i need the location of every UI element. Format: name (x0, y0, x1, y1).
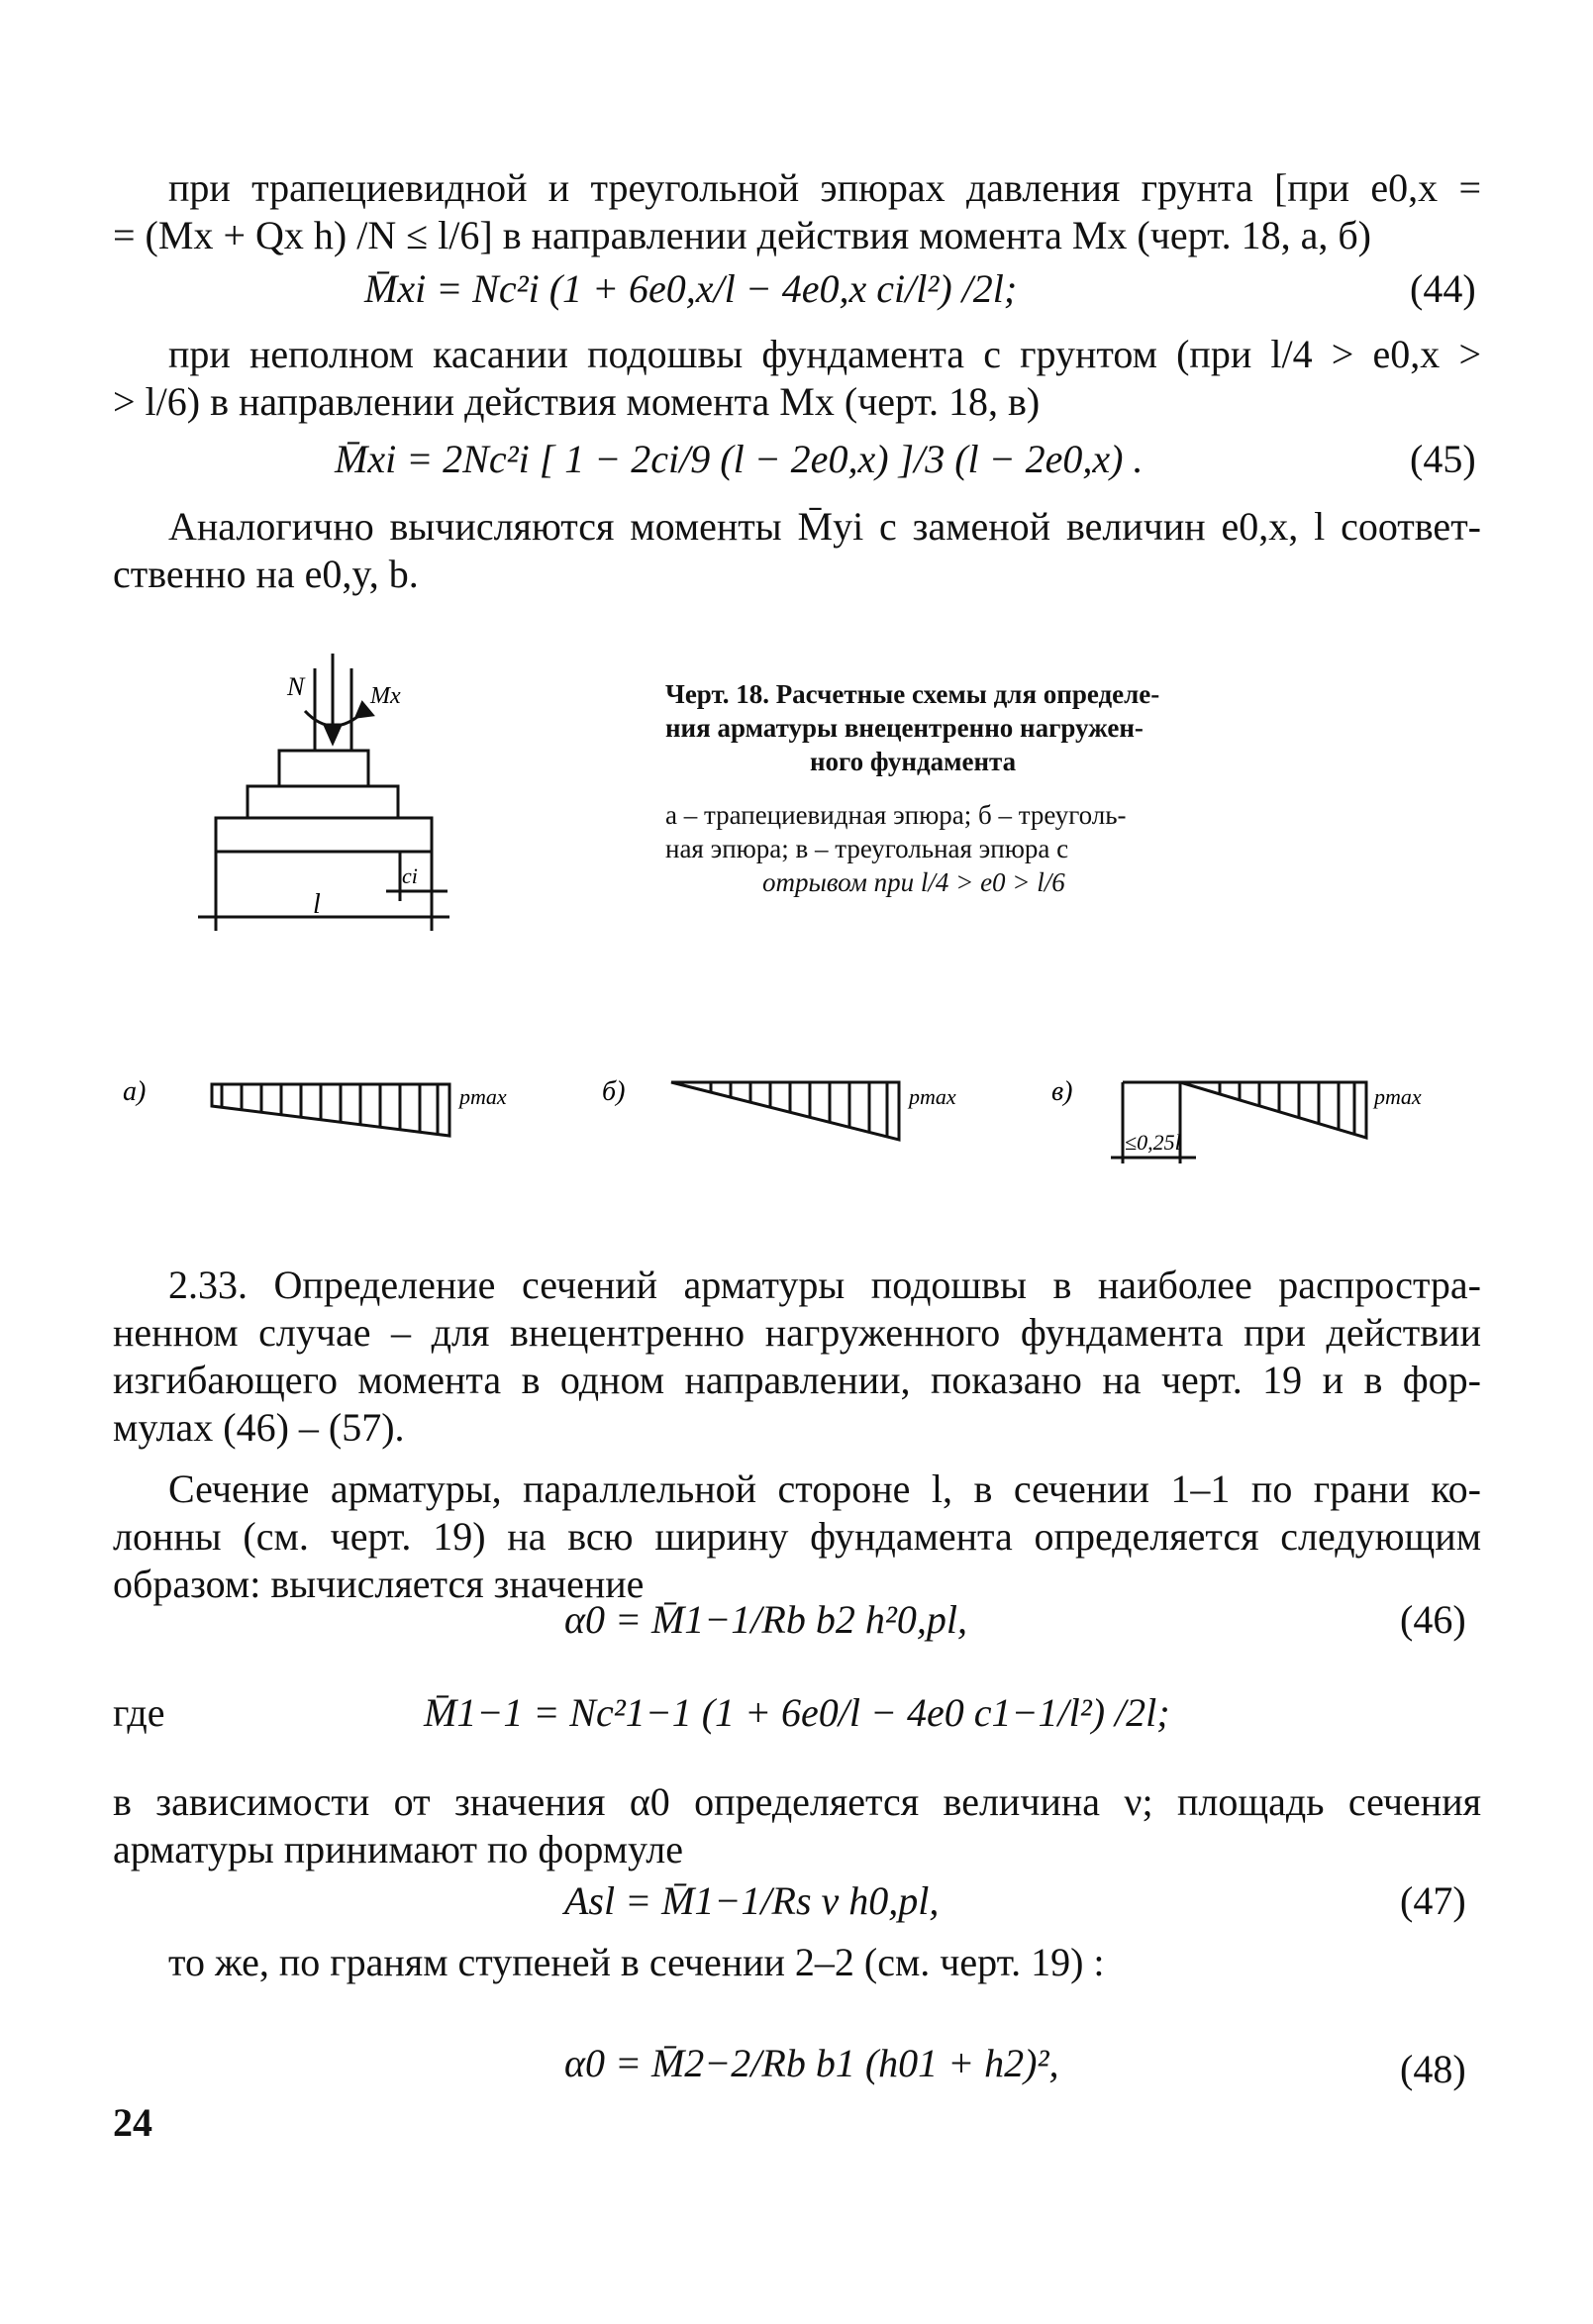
formula-46b: M̄1−1 = Nc²1−1 (1 + 6e0/l − 4e0 c1−1/l²) /2l; (424, 1690, 1170, 1735)
pressure-diagram-v (1051, 1064, 1487, 1183)
pressure-diagram-b (602, 1064, 1018, 1163)
text-line: то же, по граням ступеней в сечении 2–2 (см. черт. 19) : (168, 1940, 1105, 1984)
formula-44: M̄xi = Nc²i (1 + 6e0,x/l − 4e0,x ci/l²) /2l; (364, 266, 1018, 311)
text-line: > l/6) в направлении действия момента Mx (черт. 18, в) (113, 379, 1041, 424)
text-line: лонны (см. черт. 19) на всю ширину фундамента определяется следующим (113, 1514, 1481, 1559)
text-line: Сечение арматуры, параллельной стороне l, в сечении 1–1 по грани ко- (168, 1466, 1481, 1511)
formula-47: Asl = M̄1−1/Rs ν h0,pl, (564, 1878, 940, 1923)
text-line: арматуры принимают по формуле (113, 1827, 683, 1871)
diagram-label-v: в) (1051, 1076, 1073, 1107)
label-Mx: Mx (370, 683, 401, 709)
pmax-label: pmax (909, 1084, 956, 1109)
equation-number: (46) (1400, 1597, 1466, 1642)
text-line: 2.33. Определение сечений арматуры подошвы в наиболее распростра- (168, 1263, 1481, 1307)
text-line: изгибающего момента в одном направлении, показано на черт. 19 и в фор- (113, 1358, 1481, 1402)
equation-number: (47) (1400, 1878, 1466, 1923)
text-line: мулах (46) – (57). (113, 1405, 405, 1450)
pmax-label: pmax (1374, 1084, 1422, 1109)
figure-caption-body: ная эпюра; в – треугольная эпюра с (665, 834, 1069, 863)
pressure-diagram-a (123, 1064, 539, 1163)
figure-caption-title: ния арматуры внецентренно нагружен- (665, 713, 1144, 743)
label-N: N (287, 672, 305, 701)
figure-caption-title: Черт. 18. Расчетные схемы для определе- (665, 679, 1160, 709)
text-line: при трапециевидной и треугольной эпюрах давления грунта [при e0,x = (168, 165, 1481, 210)
diagram-label-a: а) (123, 1076, 147, 1107)
text-line: ственно на e0,y, b. (113, 552, 419, 596)
text-line: ненном случае – для внецентренно нагруженного фундамента при действии (113, 1310, 1481, 1355)
pmax-label: pmax (459, 1084, 507, 1109)
diagram-label-b: б) (602, 1076, 626, 1107)
figure-caption-title: ного фундамента (810, 747, 1017, 776)
equation-number: (44) (1410, 266, 1476, 311)
text-line: = (Mx + Qx h) /N ≤ l/6] в направлении действия момента Mx (черт. 18, а, б) (113, 213, 1371, 257)
figure-caption-body: а – трапециевидная эпюра; б – треуголь- (665, 800, 1127, 830)
page-number: 24 (113, 2100, 152, 2145)
text-line: в зависимости от значения α0 определяется величина ν; площадь сечения (113, 1779, 1481, 1824)
foundation-drawing (188, 634, 475, 941)
formula-45: M̄xi = 2Nc²i [ 1 − 2ci/9 (l − 2e0,x) ]/3 (l − 2e0,x) . (335, 437, 1144, 481)
text-line: образом: вычисляется значение (113, 1562, 645, 1606)
text-line: где (113, 1690, 165, 1735)
text-line: при неполном касании подошвы фундамента с грунтом (при l/4 > e0,x > (168, 332, 1481, 376)
equation-number: (48) (1400, 2047, 1466, 2091)
formula-46: α0 = M̄1−1/Rb b2 h²0,pl, (564, 1597, 967, 1642)
figure-caption-body: отрывом при l/4 > e0 > l/6 (762, 867, 1065, 897)
text-line: Аналогично вычисляются моменты M̄yi с заменой величин e0,x, l соответ- (168, 504, 1481, 549)
dimension-label: ≤0,25l (1125, 1130, 1181, 1155)
formula-48: α0 = M̄2−2/Rb b1 (h01 + h2)², (564, 2041, 1059, 2085)
label-ci: ci (402, 863, 418, 888)
label-l: l (313, 889, 321, 920)
equation-number: (45) (1410, 437, 1476, 481)
